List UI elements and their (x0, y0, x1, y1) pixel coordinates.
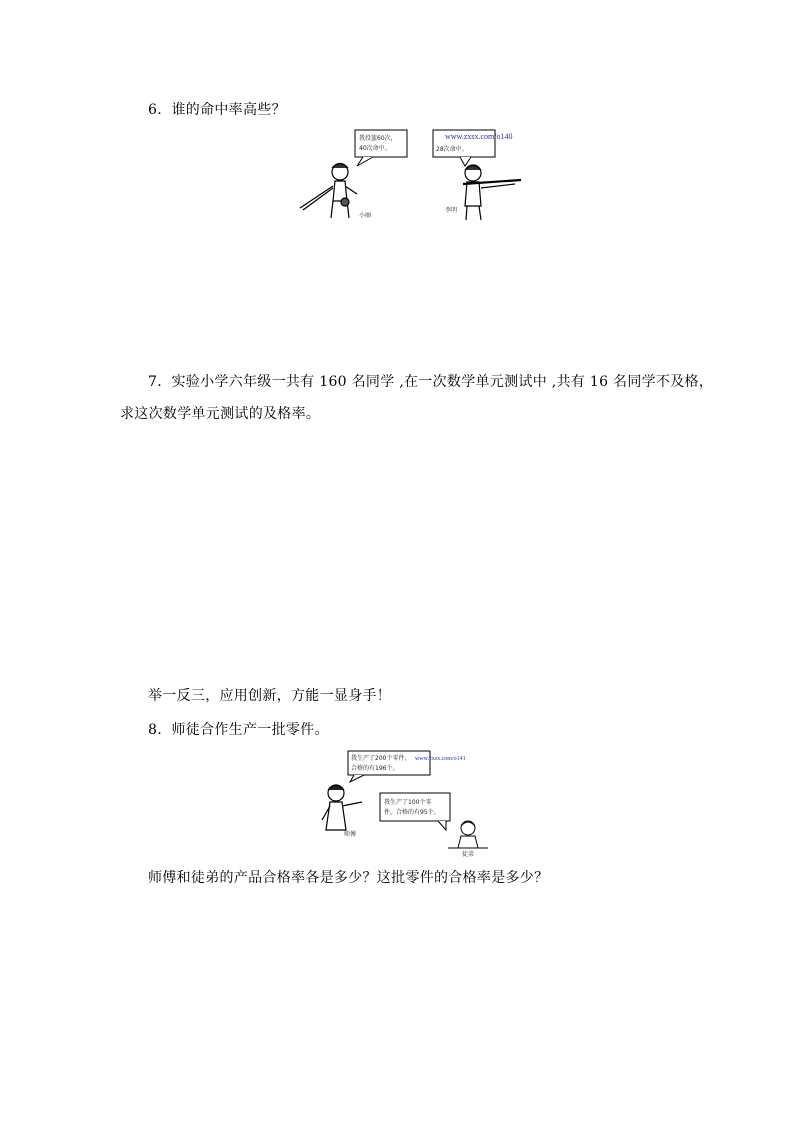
apprentice-label: 徒弟 (462, 851, 475, 858)
apprentice-speech-bubble (380, 793, 450, 830)
right-person-icon (463, 165, 521, 220)
shooting-illustration (295, 126, 530, 224)
master-label: 师傅 (344, 831, 357, 838)
question-7-line2: 求这次数学单元测试的及格率。 (120, 406, 321, 422)
question-text-line1: 实验小学六年级一共有 160 名同学 ,在一次数学单元测试中 ,共有 16 名同学不及格， (171, 374, 714, 390)
left-bubble-line1: 我投篮60次， (359, 135, 397, 142)
question-7 (148, 373, 713, 391)
question-6 (148, 101, 286, 119)
question-8 (148, 721, 329, 739)
section-heading: 举一反三，应用创新，方能一显身手！ (148, 688, 392, 704)
master-person-icon (322, 785, 362, 830)
question-number: 8. (148, 722, 162, 738)
left-speech-bubble (355, 130, 407, 166)
apprentice-bubble-line1: 我生产了100个零 (384, 799, 432, 806)
right-bubble-link: www.zxsx.com/o140 (445, 132, 513, 141)
factory-illustration (320, 748, 500, 858)
right-person-label: 李明 (445, 207, 458, 214)
right-speech-bubble (433, 130, 512, 166)
right-bubble-line: 28次命中。 (436, 146, 468, 153)
question-number: 6. (148, 102, 162, 118)
master-speech-bubble (348, 751, 466, 782)
left-person-label: 小丽 (359, 212, 372, 219)
question-text: 谁的命中率高些？ (171, 102, 286, 118)
question-number: 7. (148, 374, 162, 390)
question-8-ask: 师傅和徒弟的产品合格率各是多少？这批零件的合格率是多少？ (148, 870, 549, 886)
master-bubble-link: www.zxsx.com/o141 (415, 756, 466, 762)
left-person-icon (300, 164, 357, 219)
master-bubble-line1: 我生产了200个零件， (351, 755, 411, 762)
left-bubble-line2: 40次命中。 (359, 145, 391, 152)
master-bubble-line2: 合格的有196个。 (351, 765, 399, 772)
apprentice-bubble-line2: 件，合格的有95个。 (384, 809, 440, 816)
question-text: 师徒合作生产一批零件。 (171, 722, 329, 738)
apprentice-person-icon (448, 821, 488, 848)
